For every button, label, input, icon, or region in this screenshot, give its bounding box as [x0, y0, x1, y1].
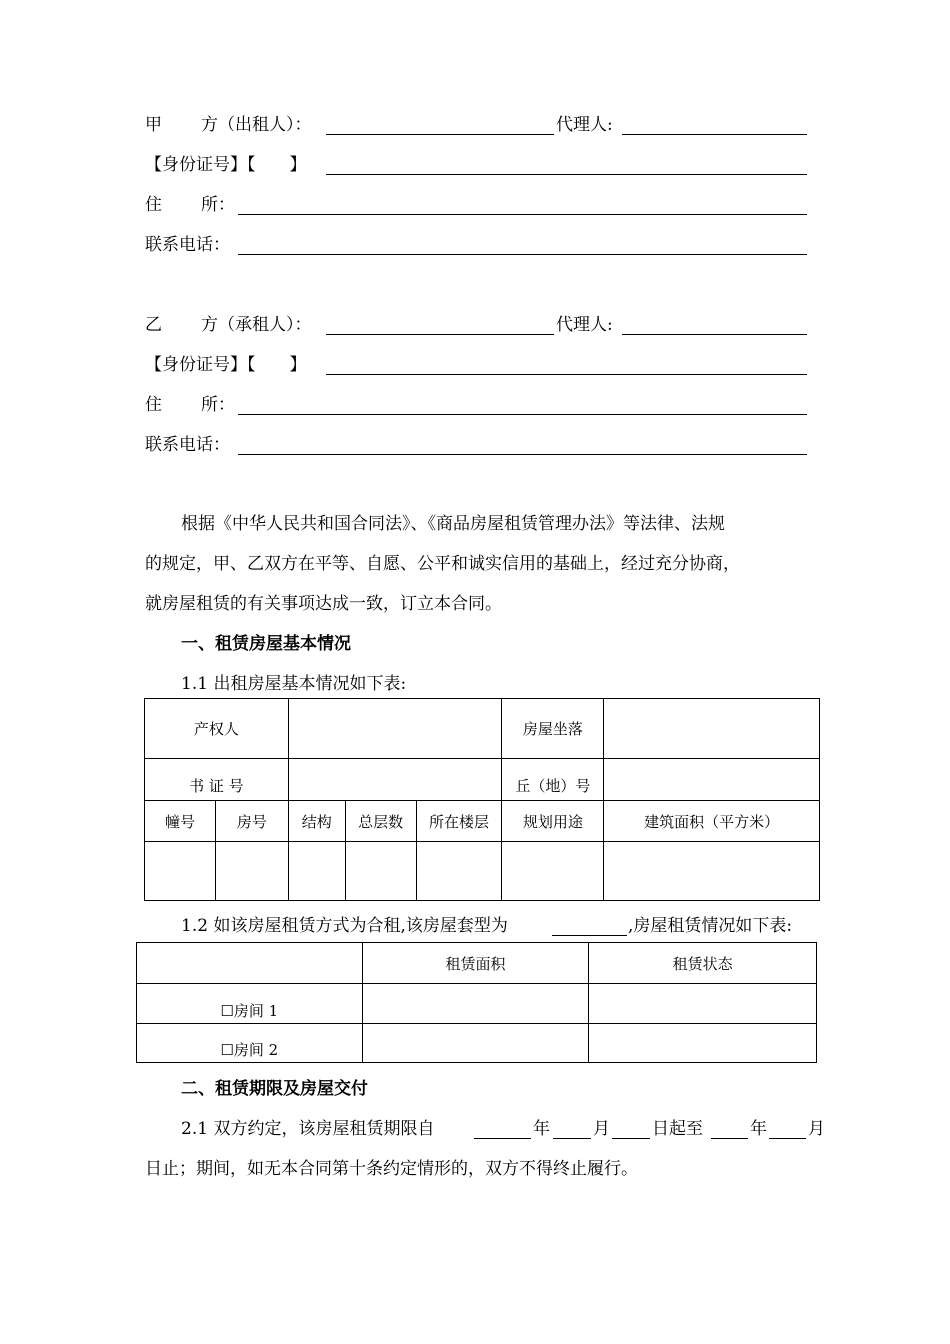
area-cell[interactable] — [604, 842, 820, 901]
party-b-phone-field[interactable] — [238, 454, 807, 455]
cert-label: 书 证 号 — [145, 759, 289, 801]
header-usage: 规划用途 — [502, 801, 604, 842]
preamble-line-2: 的规定，甲、乙双方在平等、自愿、公平和诚实信用的基础上，经过充分协商， — [145, 554, 740, 574]
section-1-title: 一、租赁房屋基本情况 — [181, 634, 351, 654]
header-area: 建筑面积（平方米） — [604, 801, 820, 842]
party-b-address-char: 住 — [145, 395, 162, 415]
unit-type-field[interactable] — [552, 935, 627, 936]
party-a-id-label: 【身份证号】【 】 — [145, 155, 307, 175]
end-year-label: 年 — [750, 1119, 767, 1139]
header-floor: 所在楼层 — [416, 801, 502, 842]
end-month-field[interactable] — [769, 1138, 806, 1139]
total-floors-cell[interactable] — [345, 842, 416, 901]
party-a-address-label: 所： — [201, 195, 235, 215]
party-b-agent-label: 代理人: — [556, 315, 613, 335]
party-b-name-field[interactable] — [326, 334, 554, 335]
start-year-label: 年 — [533, 1119, 550, 1139]
property-info-table — [144, 698, 820, 901]
start-year-field[interactable] — [474, 1138, 531, 1139]
party-b-label: 方（承租人）： — [201, 315, 312, 335]
owner-label: 产权人 — [145, 699, 289, 759]
shared-header-blank — [137, 943, 363, 984]
lot-label: 丘（地）号 — [502, 759, 604, 801]
section-2-title: 二、租赁期限及房屋交付 — [181, 1079, 368, 1099]
preamble-line-3: 就房屋租赁的有关事项达成一致，订立本合同。 — [145, 594, 502, 614]
party-b-address-label: 所： — [201, 395, 235, 415]
clause-1-2-b: ,房屋租赁情况如下表: — [628, 916, 793, 936]
room-1-status-cell[interactable] — [589, 984, 817, 1024]
start-day-label: 日起至 — [652, 1119, 703, 1139]
party-b-phone-label: 联系电话： — [145, 435, 230, 455]
clause-2-1-line-2: 日止；期间，如无本合同第十条约定情形的，双方不得终止履行。 — [145, 1159, 638, 1179]
clause-1-2-a: 1.2 如该房屋租赁方式为合租,该房屋套型为 — [181, 916, 508, 936]
room-2-status-cell[interactable] — [589, 1024, 817, 1063]
shared-header-status: 租赁状态 — [589, 943, 817, 984]
clause-2-1-a: 2.1 双方约定，该房屋租赁期限自 — [181, 1119, 435, 1139]
party-b-label-char: 乙 — [145, 315, 162, 335]
party-a-agent-field[interactable] — [622, 134, 807, 135]
location-label: 房屋坐落 — [502, 699, 604, 759]
room-no-cell[interactable] — [215, 842, 288, 901]
usage-cell[interactable] — [502, 842, 604, 901]
clause-1-1: 1.1 出租房屋基本情况如下表: — [181, 674, 407, 694]
party-b-id-field[interactable] — [326, 374, 807, 375]
party-a-address-field[interactable] — [238, 214, 807, 215]
start-month-field[interactable] — [553, 1138, 591, 1139]
lot-cell[interactable] — [604, 759, 820, 801]
room-2-checkbox[interactable]: ☐房间 2 — [137, 1024, 363, 1063]
cert-cell[interactable] — [288, 759, 502, 801]
shared-rent-table — [136, 942, 817, 1063]
party-a-agent-label: 代理人: — [556, 115, 613, 135]
party-a-name-field[interactable] — [326, 134, 554, 135]
owner-cell[interactable] — [288, 699, 502, 759]
party-a-address-char: 住 — [145, 195, 162, 215]
party-b-agent-field[interactable] — [622, 334, 807, 335]
room-1-checkbox[interactable]: ☐房间 1 — [137, 984, 363, 1024]
party-b-id-label: 【身份证号】【 】 — [145, 355, 307, 375]
structure-cell[interactable] — [288, 842, 345, 901]
party-a-label-char: 甲 — [145, 115, 162, 135]
preamble-line-1: 根据《中华人民共和国合同法》、《商品房屋租赁管理办法》等法律、法规 — [181, 514, 725, 534]
room-2-area-cell[interactable] — [362, 1024, 589, 1063]
header-total-floors: 总层数 — [345, 801, 416, 842]
end-month-label: 月 — [808, 1119, 825, 1139]
header-building-no: 幢号 — [145, 801, 216, 842]
header-room-no: 房号 — [215, 801, 288, 842]
party-b-address-field[interactable] — [238, 414, 807, 415]
building-no-cell[interactable] — [145, 842, 216, 901]
party-a-phone-label: 联系电话： — [145, 235, 230, 255]
shared-header-area: 租赁面积 — [362, 943, 589, 984]
floor-cell[interactable] — [416, 842, 502, 901]
party-a-phone-field[interactable] — [238, 254, 807, 255]
end-year-field[interactable] — [711, 1138, 748, 1139]
header-structure: 结构 — [288, 801, 345, 842]
start-month-label: 月 — [593, 1119, 610, 1139]
start-day-field[interactable] — [612, 1138, 650, 1139]
party-a-label: 方（出租人）： — [201, 115, 312, 135]
room-1-area-cell[interactable] — [362, 984, 589, 1024]
location-cell[interactable] — [604, 699, 820, 759]
party-a-id-field[interactable] — [326, 174, 807, 175]
